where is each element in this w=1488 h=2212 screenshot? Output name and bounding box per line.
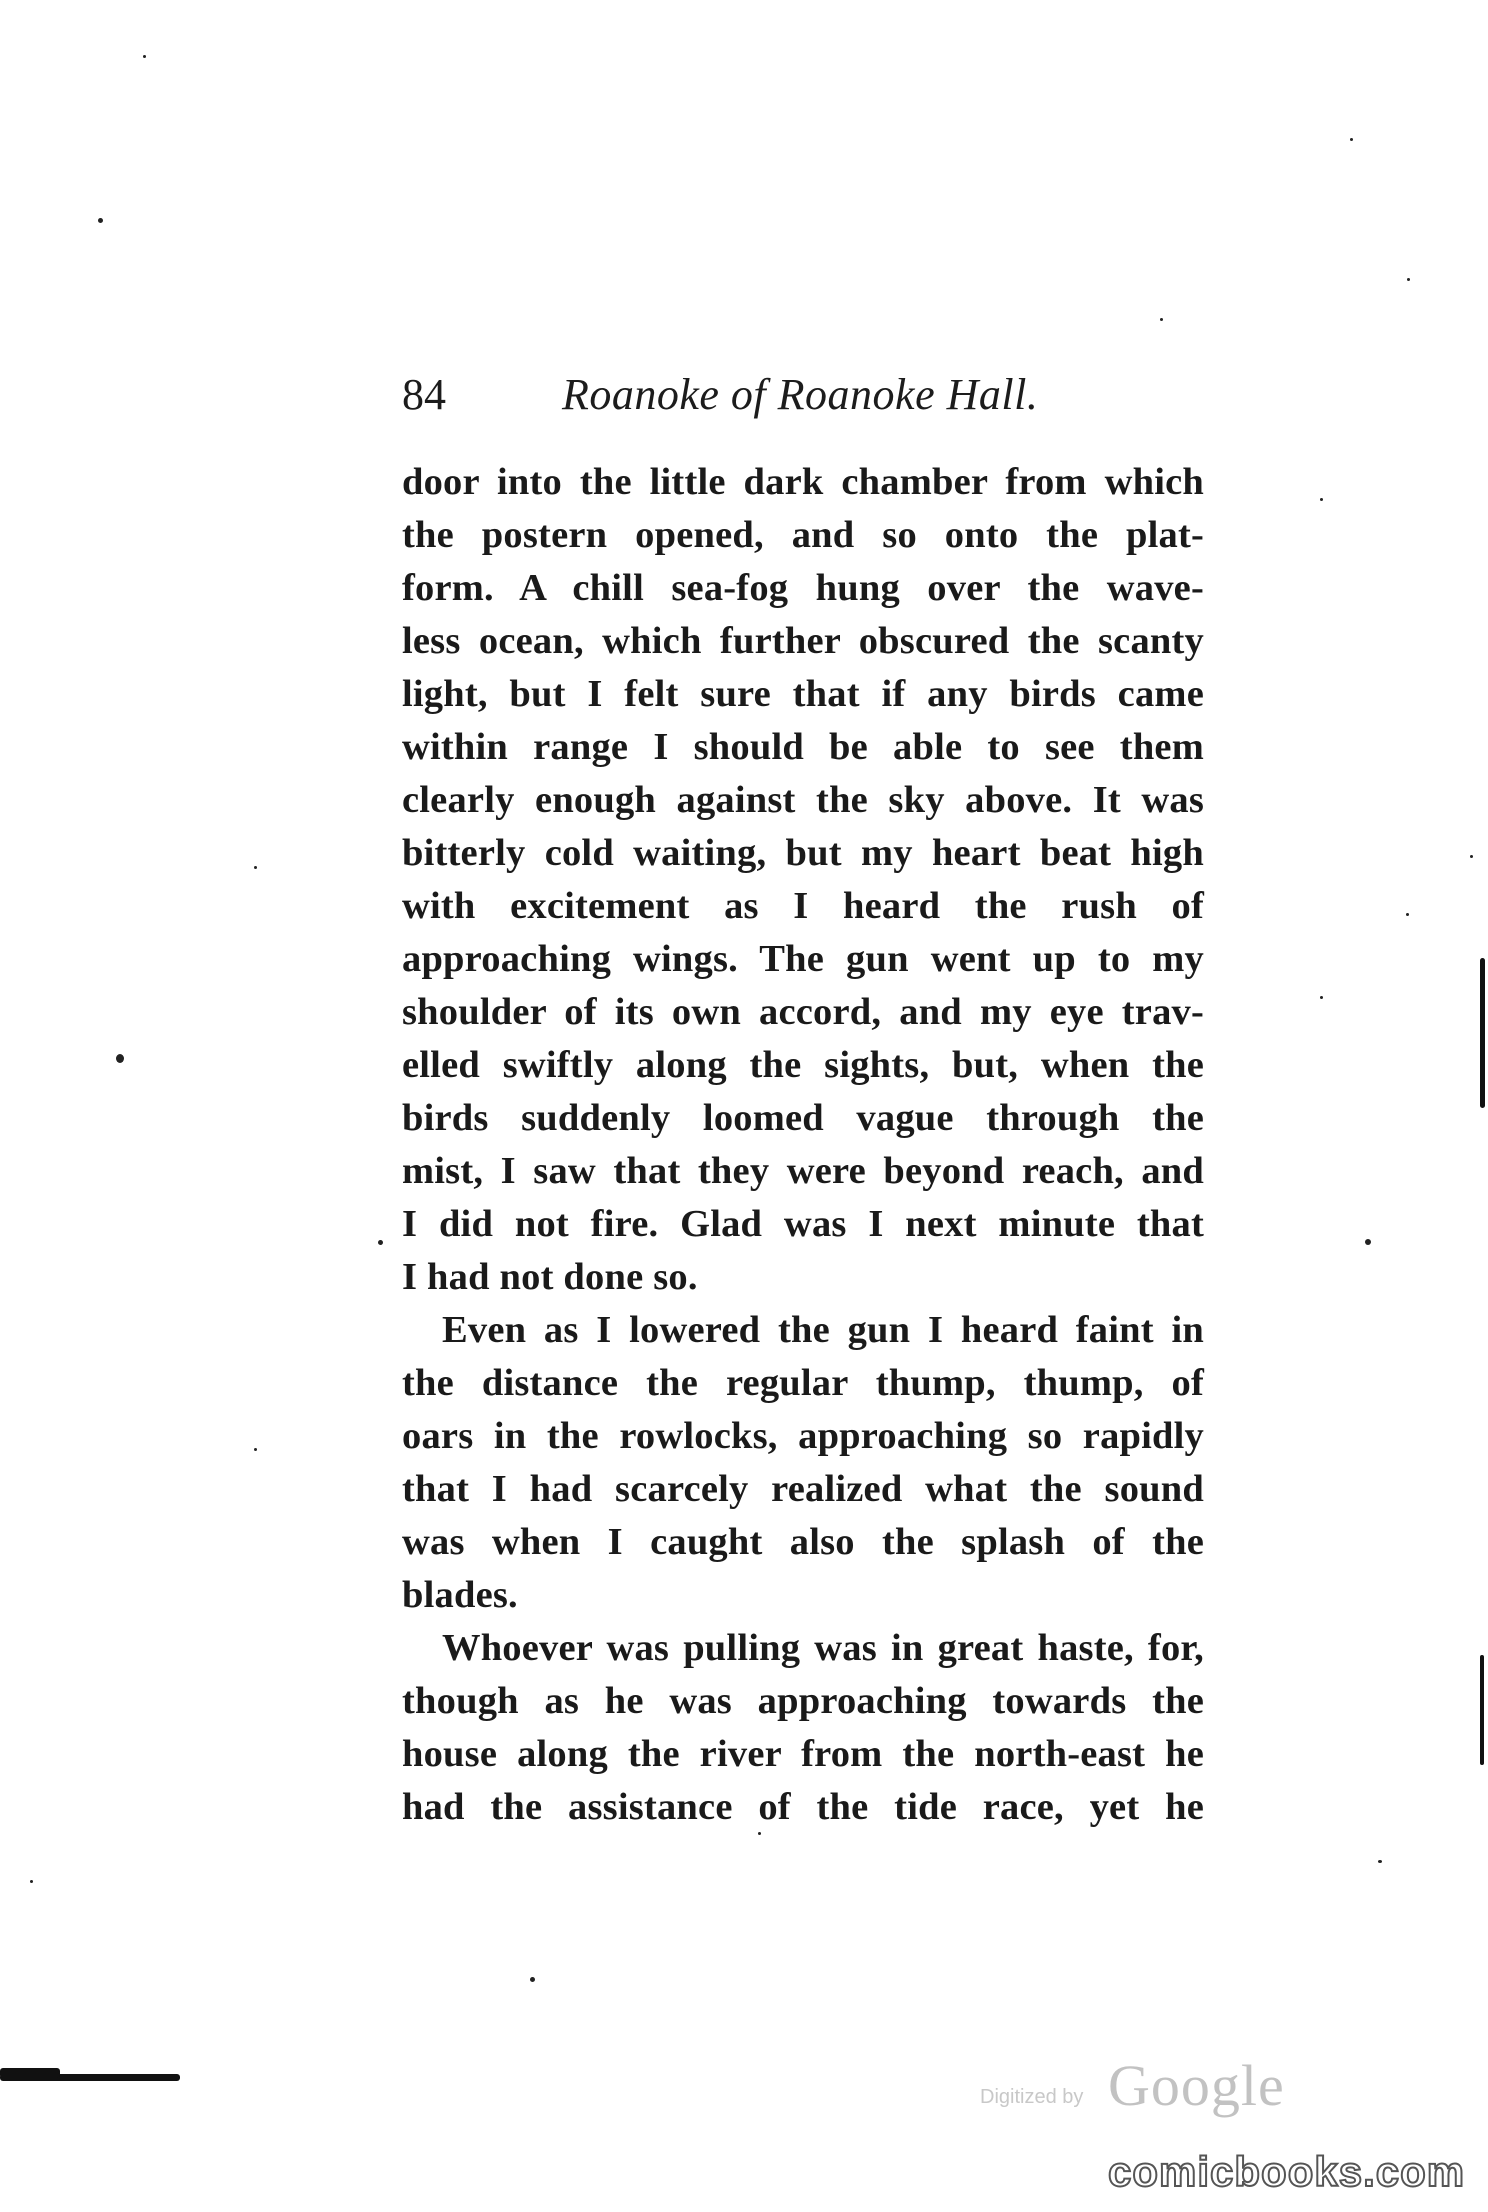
- text-line: the distance the regular thump, thump, of: [402, 1362, 1204, 1404]
- scan-speck: [1470, 855, 1473, 858]
- scan-speck: [1350, 138, 1353, 141]
- scan-speck: [116, 1054, 124, 1063]
- scan-speck: [1160, 318, 1163, 321]
- scan-speck: [98, 218, 103, 223]
- text-line: with excitement as I heard the rush of: [402, 885, 1204, 927]
- scan-speck: [1406, 913, 1409, 916]
- scan-speck: [1365, 1239, 1371, 1245]
- digitized-by-text: Digitized by: [980, 2086, 1084, 2108]
- text-line: bitterly cold waiting, but my heart beat high: [402, 832, 1204, 874]
- body-text: [402, 456, 1204, 1834]
- text-line: birds suddenly loomed vague through the: [402, 1097, 1204, 1139]
- text-line: I had not done so.: [402, 1256, 698, 1298]
- text-line: approaching wings. The gun went up to my: [402, 938, 1204, 980]
- scan-speck: [1407, 278, 1410, 281]
- text-line: within range I should be able to see them: [402, 726, 1204, 768]
- site-watermark: comicbooks.com: [1108, 2148, 1466, 2195]
- binding-mark: [1480, 1655, 1484, 1765]
- scan-speck: [1320, 996, 1323, 999]
- scan-speck: [1378, 1860, 1382, 1863]
- text-line: shoulder of its own accord, and my eye trav-: [402, 991, 1204, 1033]
- text-line: the postern opened, and so onto the plat-: [402, 514, 1204, 556]
- text-line: oars in the rowlocks, approaching so rapidly: [402, 1415, 1204, 1457]
- scan-speck: [254, 1448, 257, 1451]
- text-line: door into the little dark chamber from which: [402, 461, 1204, 503]
- text-line: Even as I lowered the gun I heard faint in: [442, 1309, 1204, 1351]
- text-line: mist, I saw that they were beyond reach, and: [402, 1150, 1204, 1192]
- scan-speck: [378, 1240, 383, 1245]
- text-line: elled swiftly along the sights, but, when the: [402, 1044, 1204, 1086]
- scan-smudge: [0, 2068, 60, 2078]
- text-line: Whoever was pulling was in great haste, for,: [442, 1627, 1204, 1669]
- text-line: had the assistance of the tide race, yet he: [402, 1786, 1204, 1828]
- text-line: less ocean, which further obscured the scanty: [402, 620, 1204, 662]
- binding-mark: [1480, 958, 1485, 1108]
- google-watermark: [980, 2052, 1300, 2122]
- running-title: Roanoke of Roanoke Hall.: [562, 370, 1039, 419]
- scan-speck: [143, 55, 146, 58]
- text-line: clearly enough against the sky above. It was: [402, 779, 1204, 821]
- text-line: was when I caught also the splash of the: [402, 1521, 1204, 1563]
- text-line: house along the river from the north-east he: [402, 1733, 1204, 1775]
- scan-speck: [254, 866, 257, 869]
- scan-speck: [758, 1832, 761, 1835]
- scan-speck: [530, 1977, 535, 1982]
- text-line: form. A chill sea-fog hung over the wave-: [402, 567, 1204, 609]
- text-line: light, but I felt sure that if any birds came: [402, 673, 1204, 715]
- text-line: though as he was approaching towards the: [402, 1680, 1204, 1722]
- page-number: 84: [402, 370, 446, 419]
- scan-speck: [30, 1880, 33, 1883]
- text-line: blades.: [402, 1574, 518, 1616]
- scan-speck: [1320, 498, 1323, 501]
- text-line: I did not fire. Glad was I next minute that: [402, 1203, 1204, 1245]
- google-logo: Google: [1108, 2053, 1285, 2118]
- text-line: that I had scarcely realized what the sound: [402, 1468, 1204, 1510]
- running-head: [402, 365, 1202, 425]
